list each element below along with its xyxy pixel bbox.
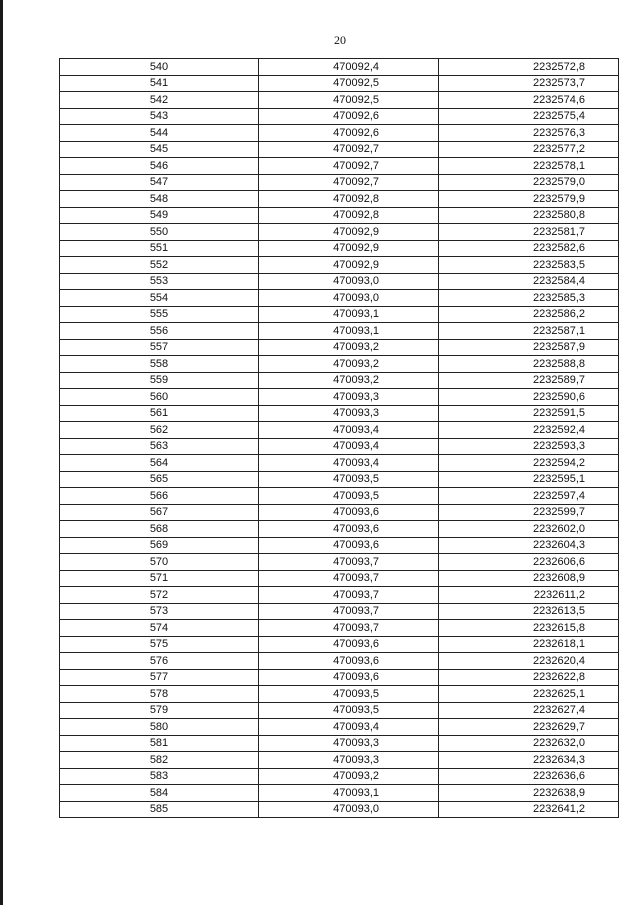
x-coordinate-cell: 470092,8 (259, 207, 439, 224)
table-row (60, 488, 619, 505)
y-coordinate-cell: 2232595,1 (439, 471, 619, 488)
x-coordinate-cell: 470092,7 (259, 141, 439, 158)
x-coordinate-cell: 470092,4 (259, 59, 439, 76)
table-row (60, 92, 619, 109)
point-number-cell: 548 (60, 191, 259, 208)
table-row (60, 306, 619, 323)
point-number-cell: 569 (60, 537, 259, 554)
point-number-cell: 543 (60, 108, 259, 125)
point-number-cell: 572 (60, 587, 259, 604)
point-number-cell: 551 (60, 240, 259, 257)
x-coordinate-cell: 470093,1 (259, 306, 439, 323)
y-coordinate-cell: 2232575,4 (439, 108, 619, 125)
point-number-cell: 585 (60, 801, 259, 818)
x-coordinate-cell: 470092,7 (259, 158, 439, 175)
table-row (60, 323, 619, 340)
table-row (60, 768, 619, 785)
y-coordinate-cell: 2232573,7 (439, 75, 619, 92)
table-row (60, 620, 619, 637)
table-row (60, 686, 619, 703)
y-coordinate-cell: 2232582,6 (439, 240, 619, 257)
y-coordinate-cell: 2232594,2 (439, 455, 619, 472)
table-row (60, 636, 619, 653)
point-number-cell: 549 (60, 207, 259, 224)
point-number-cell: 547 (60, 174, 259, 191)
x-coordinate-cell: 470093,4 (259, 719, 439, 736)
y-coordinate-cell: 2232638,9 (439, 785, 619, 802)
table-row (60, 702, 619, 719)
y-coordinate-cell: 2232620,4 (439, 653, 619, 670)
y-coordinate-cell: 2232576,3 (439, 125, 619, 142)
table-row (60, 438, 619, 455)
y-coordinate-cell: 2232580,8 (439, 207, 619, 224)
y-coordinate-cell: 2232589,7 (439, 372, 619, 389)
point-number-cell: 545 (60, 141, 259, 158)
table-row (60, 389, 619, 406)
y-coordinate-cell: 2232581,7 (439, 224, 619, 241)
x-coordinate-cell: 470092,5 (259, 75, 439, 92)
table-row (60, 719, 619, 736)
x-coordinate-cell: 470093,5 (259, 488, 439, 505)
point-number-cell: 574 (60, 620, 259, 637)
table-row (60, 554, 619, 571)
table-row (60, 339, 619, 356)
point-number-cell: 562 (60, 422, 259, 439)
y-coordinate-cell: 2232602,0 (439, 521, 619, 538)
table-row (60, 240, 619, 257)
x-coordinate-cell: 470093,7 (259, 587, 439, 604)
table-row (60, 537, 619, 554)
table-row (60, 174, 619, 191)
x-coordinate-cell: 470093,6 (259, 636, 439, 653)
x-coordinate-cell: 470093,0 (259, 290, 439, 307)
x-coordinate-cell: 470093,4 (259, 438, 439, 455)
y-coordinate-cell: 2232625,1 (439, 686, 619, 703)
y-coordinate-cell: 2232577,2 (439, 141, 619, 158)
point-number-cell: 540 (60, 59, 259, 76)
table-row (60, 471, 619, 488)
y-coordinate-cell: 2232627,4 (439, 702, 619, 719)
x-coordinate-cell: 470093,6 (259, 504, 439, 521)
y-coordinate-cell: 2232611,2 (439, 587, 619, 604)
y-coordinate-cell: 2232622,8 (439, 669, 619, 686)
coordinates-table-body (60, 59, 619, 818)
x-coordinate-cell: 470093,0 (259, 801, 439, 818)
x-coordinate-cell: 470093,3 (259, 389, 439, 406)
point-number-cell: 578 (60, 686, 259, 703)
x-coordinate-cell: 470093,7 (259, 554, 439, 571)
table-row (60, 455, 619, 472)
point-number-cell: 581 (60, 735, 259, 752)
y-coordinate-cell: 2232613,5 (439, 603, 619, 620)
x-coordinate-cell: 470093,2 (259, 372, 439, 389)
x-coordinate-cell: 470093,6 (259, 669, 439, 686)
y-coordinate-cell: 2232578,1 (439, 158, 619, 175)
point-number-cell: 577 (60, 669, 259, 686)
x-coordinate-cell: 470093,5 (259, 702, 439, 719)
table-row (60, 273, 619, 290)
point-number-cell: 560 (60, 389, 259, 406)
table-row (60, 801, 619, 818)
point-number-cell: 570 (60, 554, 259, 571)
y-coordinate-cell: 2232606,6 (439, 554, 619, 571)
y-coordinate-cell: 2232579,0 (439, 174, 619, 191)
y-coordinate-cell: 2232579,9 (439, 191, 619, 208)
table-row (60, 257, 619, 274)
y-coordinate-cell: 2232597,4 (439, 488, 619, 505)
x-coordinate-cell: 470092,9 (259, 257, 439, 274)
table-row (60, 207, 619, 224)
x-coordinate-cell: 470093,5 (259, 471, 439, 488)
x-coordinate-cell: 470093,1 (259, 785, 439, 802)
scan-edge-border (0, 0, 3, 905)
table-row (60, 653, 619, 670)
point-number-cell: 566 (60, 488, 259, 505)
y-coordinate-cell: 2232592,4 (439, 422, 619, 439)
x-coordinate-cell: 470093,3 (259, 752, 439, 769)
x-coordinate-cell: 470093,4 (259, 422, 439, 439)
y-coordinate-cell: 2232584,4 (439, 273, 619, 290)
y-coordinate-cell: 2232587,1 (439, 323, 619, 340)
x-coordinate-cell: 470093,5 (259, 686, 439, 703)
table-row (60, 669, 619, 686)
table-row (60, 587, 619, 604)
table-row (60, 191, 619, 208)
page-number: 20 (334, 33, 346, 47)
x-coordinate-cell: 470092,7 (259, 174, 439, 191)
x-coordinate-cell: 470092,6 (259, 125, 439, 142)
y-coordinate-cell: 2232591,5 (439, 405, 619, 422)
y-coordinate-cell: 2232593,3 (439, 438, 619, 455)
table-row (60, 158, 619, 175)
y-coordinate-cell: 2232583,5 (439, 257, 619, 274)
y-coordinate-cell: 2232634,3 (439, 752, 619, 769)
y-coordinate-cell: 2232632,0 (439, 735, 619, 752)
point-number-cell: 542 (60, 92, 259, 109)
table-row (60, 570, 619, 587)
point-number-cell: 580 (60, 719, 259, 736)
point-number-cell: 571 (60, 570, 259, 587)
x-coordinate-cell: 470092,9 (259, 224, 439, 241)
x-coordinate-cell: 470093,2 (259, 339, 439, 356)
point-number-cell: 546 (60, 158, 259, 175)
y-coordinate-cell: 2232604,3 (439, 537, 619, 554)
x-coordinate-cell: 470093,7 (259, 620, 439, 637)
point-number-cell: 559 (60, 372, 259, 389)
x-coordinate-cell: 470093,6 (259, 537, 439, 554)
table-row (60, 125, 619, 142)
point-number-cell: 563 (60, 438, 259, 455)
point-number-cell: 554 (60, 290, 259, 307)
point-number-cell: 565 (60, 471, 259, 488)
x-coordinate-cell: 470093,3 (259, 735, 439, 752)
x-coordinate-cell: 470093,1 (259, 323, 439, 340)
point-number-cell: 579 (60, 702, 259, 719)
y-coordinate-cell: 2232599,7 (439, 504, 619, 521)
point-number-cell: 575 (60, 636, 259, 653)
point-number-cell: 576 (60, 653, 259, 670)
y-coordinate-cell: 2232608,9 (439, 570, 619, 587)
y-coordinate-cell: 2232572,8 (439, 59, 619, 76)
x-coordinate-cell: 470093,4 (259, 455, 439, 472)
table-row (60, 603, 619, 620)
coordinates-table (59, 58, 619, 818)
point-number-cell: 561 (60, 405, 259, 422)
point-number-cell: 555 (60, 306, 259, 323)
point-number-cell: 573 (60, 603, 259, 620)
x-coordinate-cell: 470093,7 (259, 603, 439, 620)
x-coordinate-cell: 470093,3 (259, 405, 439, 422)
x-coordinate-cell: 470093,0 (259, 273, 439, 290)
table-row (60, 504, 619, 521)
table-row (60, 59, 619, 76)
point-number-cell: 567 (60, 504, 259, 521)
y-coordinate-cell: 2232641,2 (439, 801, 619, 818)
table-row (60, 356, 619, 373)
table-row (60, 752, 619, 769)
table-row (60, 735, 619, 752)
point-number-cell: 584 (60, 785, 259, 802)
point-number-cell: 558 (60, 356, 259, 373)
point-number-cell: 550 (60, 224, 259, 241)
y-coordinate-cell: 2232574,6 (439, 92, 619, 109)
table-row (60, 141, 619, 158)
y-coordinate-cell: 2232636,6 (439, 768, 619, 785)
point-number-cell: 552 (60, 257, 259, 274)
point-number-cell: 557 (60, 339, 259, 356)
point-number-cell: 556 (60, 323, 259, 340)
table-row (60, 75, 619, 92)
table-row (60, 405, 619, 422)
y-coordinate-cell: 2232585,3 (439, 290, 619, 307)
x-coordinate-cell: 470092,6 (259, 108, 439, 125)
y-coordinate-cell: 2232587,9 (439, 339, 619, 356)
table-row (60, 422, 619, 439)
x-coordinate-cell: 470093,2 (259, 356, 439, 373)
table-row (60, 224, 619, 241)
y-coordinate-cell: 2232629,7 (439, 719, 619, 736)
y-coordinate-cell: 2232586,2 (439, 306, 619, 323)
y-coordinate-cell: 2232590,6 (439, 389, 619, 406)
point-number-cell: 568 (60, 521, 259, 538)
table-row (60, 785, 619, 802)
y-coordinate-cell: 2232618,1 (439, 636, 619, 653)
point-number-cell: 553 (60, 273, 259, 290)
y-coordinate-cell: 2232615,8 (439, 620, 619, 637)
table-row (60, 290, 619, 307)
x-coordinate-cell: 470092,9 (259, 240, 439, 257)
x-coordinate-cell: 470093,6 (259, 521, 439, 538)
table-row (60, 372, 619, 389)
point-number-cell: 583 (60, 768, 259, 785)
x-coordinate-cell: 470092,5 (259, 92, 439, 109)
x-coordinate-cell: 470093,7 (259, 570, 439, 587)
x-coordinate-cell: 470093,2 (259, 768, 439, 785)
x-coordinate-cell: 470092,8 (259, 191, 439, 208)
point-number-cell: 541 (60, 75, 259, 92)
y-coordinate-cell: 2232588,8 (439, 356, 619, 373)
point-number-cell: 582 (60, 752, 259, 769)
table-row (60, 108, 619, 125)
point-number-cell: 564 (60, 455, 259, 472)
point-number-cell: 544 (60, 125, 259, 142)
x-coordinate-cell: 470093,6 (259, 653, 439, 670)
table-row (60, 521, 619, 538)
